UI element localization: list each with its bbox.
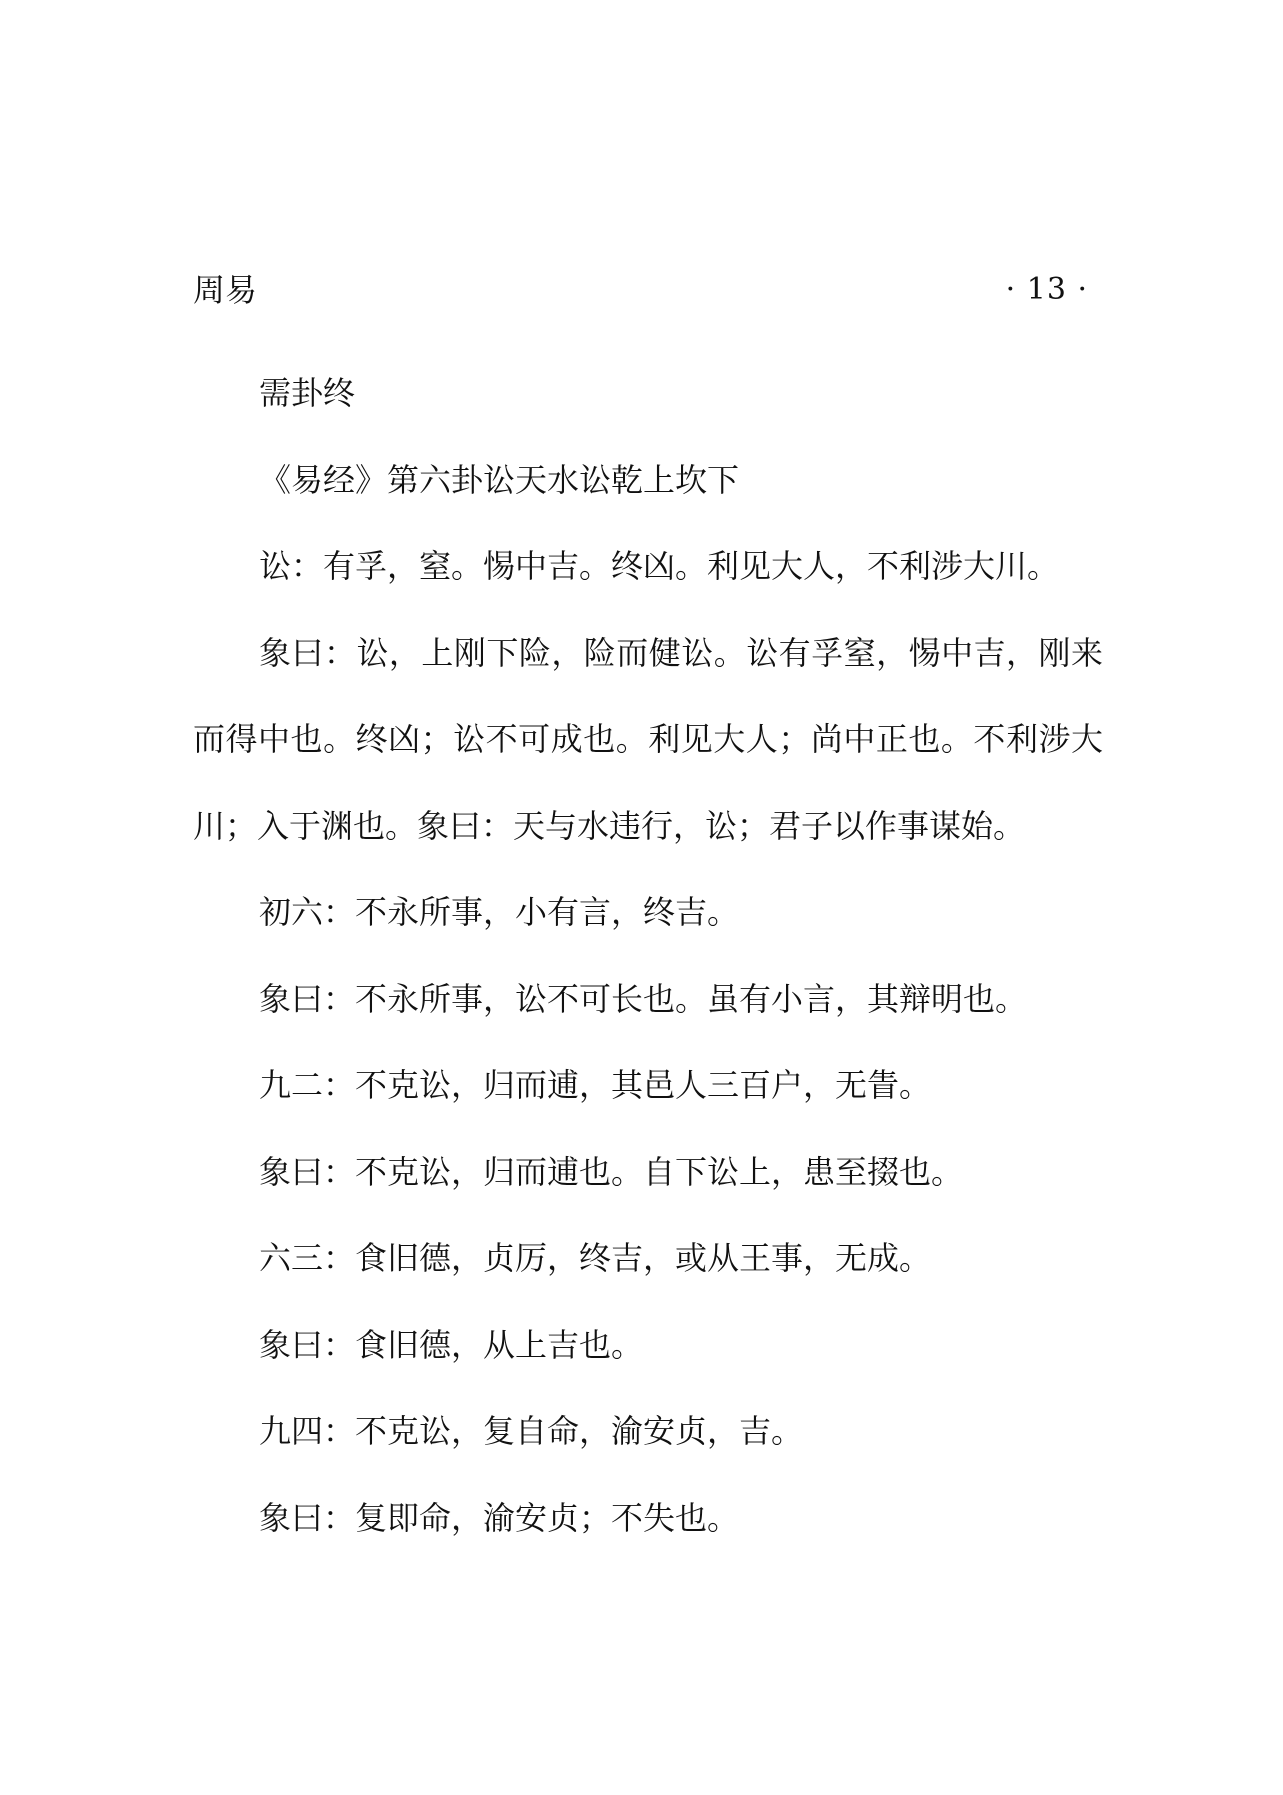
book-title: 周易 — [193, 271, 258, 309]
section-end-line: 需卦终 — [259, 374, 356, 412]
line-text-jiuer: 九二：不克讼，归而逋，其邑人三百户，无眚。 — [259, 1066, 932, 1104]
hexagram-heading: 《易经》第六卦讼天水讼乾上坎下 — [259, 460, 740, 499]
commentary-paragraph: 象曰：讼，上刚下险，险而健讼。讼有孚窒，惕中吉，刚来而得中也。终凶；讼不可成也。利见大人；尚中正也。不利涉大川；入于渊也。象曰：天与水违行，讼；君子以作事谋始。 — [193, 633, 1103, 845]
line-text-jiusi: 九四：不克讼，复自命，渝安贞，吉。 — [259, 1412, 804, 1450]
document-body — [193, 350, 1103, 1561]
line-commentary-jiuer: 象曰：不克讼，归而逋也。自下讼上，患至掇也。 — [259, 1152, 964, 1191]
line-text-liusan: 六三：食旧德，贞厉，终吉，或从王事，无成。 — [259, 1239, 932, 1277]
judgment-paragraph: 讼：有孚，窒。惕中吉。终凶。利见大人，不利涉大川。 — [259, 547, 1060, 585]
line-commentary-chuliu: 象曰：不永所事，讼不可长也。虽有小言，其辩明也。 — [259, 979, 1028, 1018]
line-commentary-liusan: 象曰：食旧德，从上吉也。 — [259, 1325, 644, 1364]
line-commentary-jiusi: 象曰：复即命，渝安贞；不失也。 — [259, 1498, 740, 1537]
line-text-chuliu: 初六：不永所事，小有言，终吉。 — [259, 893, 740, 931]
page-number: · 13 · — [1005, 272, 1088, 307]
